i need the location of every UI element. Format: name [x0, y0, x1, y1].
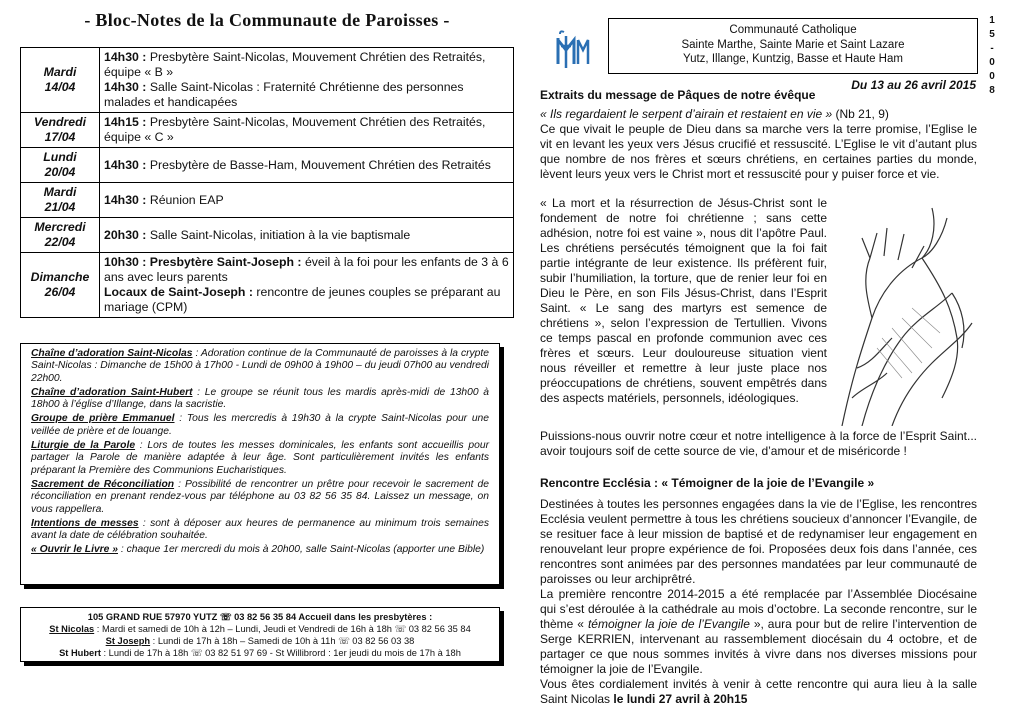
section-heading-ecclesia: Rencontre Ecclésia : « Témoigner de la joie de l’Evangile »: [540, 476, 875, 490]
info-item: Groupe de prière Emmanuel : Tous les mercredis à 19h30 à la crypte Saint-Nicolas pour une veillée de prière et de louange.: [31, 413, 490, 437]
schedule-event: 14h30 : Réunion EAP: [100, 183, 514, 218]
schedule-table: [20, 47, 514, 318]
schedule-day: Lundi 20/04: [21, 148, 100, 183]
info-item: Sacrement de Réconciliation : Possibilité de rencontrer un prêtre pour recevoir le sacrement de réconciliation en prenant rendez-vous par téléphone au 03 82 56 35 84. Laissez un message, on vous rappellera.: [31, 478, 489, 515]
schedule-day: Mercredi 22/04: [21, 218, 100, 253]
contact-address: 105 GRAND RUE 57970 YUTZ ☏ 03 82 56 35 84 Accueil dans les presbytères :: [87, 612, 433, 622]
schedule-event: 14h30 : Presbytère Saint-Nicolas, Mouvement Chrétien des Retraités, équipe « B » 14h30 : Salle Saint-Nicolas : Fraternité Chrétienne des personnes malades et handicapées: [100, 48, 514, 113]
bulletin-title: - Bloc-Notes de la Communaute de Paroisses -: [84, 10, 450, 30]
ecclesia-paragraph-2: La première rencontre 2014-2015 a été remplacée par l’Assemblée Diocésaine qui s’est déroulée à la cathédrale au mois d’octobre. La seconde rencontre, sur le thème « témoigner la joie de l’Evangile », aura pour but de relire l’intervention de Serge KERRIEN, intervenant au rassemblement diocésain du 4 octobre, et de partager ce que nous sommes invités à vivre dans nos diverses missions pour témoigner la joie de l’Evangile.: [540, 587, 977, 676]
schedule-event: 10h30 : Presbytère Saint-Joseph : éveil à la foi pour les enfants de 3 à 6 ans avec leurs parents Locaux de Saint-Joseph : rencontre de jeunes couples se préparant au mariage (CPM): [100, 253, 514, 318]
schedule-row: [21, 253, 514, 318]
info-item: « Ouvrir le Livre » : chaque 1er mercredi du mois à 20h00, salle Saint-Nicolas (apporter une Bible): [31, 544, 485, 556]
easter-paragraph-1: Ce que vivait le peuple de Dieu dans sa marche vers la terre promise, l’Eglise le vit en levant les yeux vers Jésus crucifié et ressuscité. L’Eglise le vit d’autant plus que nombre de nos frères et sœurs chrétiens, en certaines parties du monde, lèvent leurs yeux vers le Christ mort et ressuscité pour y puiser force et vie.: [540, 122, 977, 181]
ecclesia-paragraph-1: Destinées à toutes les personnes engagées dans la vie de l’Eglise, les rencontres Ecclésia veulent permettre à tous les chrétiens soucieux d’annoncer l’Evangile, de se resituer face à leur mission de baptisé et de redynamiser leur engagement en renouvelant leur propre expérience de foi. Proposées deux fois dans l’année, ces rencontres sont animées par des personnes mandatées par leur communauté de paroisses ou leur archiprêtré.: [540, 497, 977, 586]
contact-box: [20, 607, 500, 662]
parish-header: [608, 18, 978, 74]
schedule-event: 14h15 : Presbytère Saint-Nicolas, Mouvement Chrétien des Retraités, équipe « C »: [100, 113, 514, 148]
bible-quote: « Ils regardaient le serpent d’airain et restaient en vie » (Nb 21, 9): [540, 107, 889, 121]
schedule-row: [21, 113, 514, 148]
schedule-row: [21, 183, 514, 218]
ecclesia-paragraph-3: Vous êtes cordialement invités à venir à cette rencontre qui aura lieu à la salle Saint Nicolas le lundi 27 avril à 20h15: [540, 677, 977, 706]
mcm-logo-icon: [552, 26, 592, 72]
info-item: Chaîne d’adoration Saint-Nicolas : Adoration continue de la Communauté de paroisses à la crypte Saint-Nicolas : Dimanche de 15h00 à 17h00 - Lundi de 09h00 à 19h00 – du jeudi 07h00 au vendredi 22h00.: [31, 348, 489, 384]
info-box: [20, 343, 500, 585]
schedule-day: Mardi 21/04: [21, 183, 100, 218]
date-range: Du 13 au 26 avril 2015: [851, 78, 976, 92]
easter-paragraph-3: Puissions-nous ouvrir notre cœur et notre intelligence à la force de l’Esprit Saint... avoir toujours soif de cette source de vie, d’amour et de miséricorde !: [540, 429, 977, 458]
praying-hands-image: [832, 198, 978, 426]
schedule-day: Dimanche 26/04: [21, 253, 100, 318]
contact-st-joseph: St Joseph : Lundi de 17h à 18h – Samedi de 10h à 11h ☏ 03 82 56 03 38: [105, 636, 415, 646]
info-item: Chaîne d’adoration Saint-Hubert : Le groupe se réunit tous les mardis après-midi de 13h00 à 18h00 à l’église d’Illange, dans la sacristie.: [31, 386, 489, 411]
parish-line-1: Communauté Catholique: [729, 24, 857, 36]
contact-st-hubert: St Hubert : Lundi de 17h à 18h ☏ 03 82 51 97 69 - St Willibrord : 1er jeudi du mois de 17h à 18h: [59, 648, 461, 658]
parish-line-3: Yutz, Illange, Kuntzig, Basse et Haute Ham: [683, 53, 903, 65]
contact-st-nicolas: St Nicolas : Mardi et samedi de 10h à 12h – Lundi, Jeudi et Vendredi de 16h à 18h ☏ 03 82 56 35 84: [49, 624, 471, 634]
schedule-day: Vendredi 17/04: [21, 113, 100, 148]
schedule-row: [21, 148, 514, 183]
parish-line-2: Sainte Marthe, Sainte Marie et Saint Lazare: [681, 38, 905, 51]
schedule-day: Mardi 14/04: [21, 48, 100, 113]
schedule-row: [21, 218, 514, 253]
issue-number: 1 5 - 0 0 8: [989, 15, 995, 96]
info-item: Intentions de messes : sont à déposer aux heures de permanence au minimum trois semaines avant la date de célébration souhaitée.: [31, 517, 490, 542]
ecclesia-text: [540, 497, 977, 707]
section-heading-easter: Extraits du message de Pâques de notre évêque: [540, 88, 816, 102]
schedule-event: 14h30 : Presbytère de Basse-Ham, Mouvement Chrétien des Retraités: [100, 148, 514, 183]
schedule-row: [21, 48, 514, 113]
schedule-event: 20h30 : Salle Saint-Nicolas, initiation à la vie baptismale: [100, 218, 514, 253]
info-item: Liturgie de la Parole : Lors de toutes les messes dominicales, les enfants sont accueillis pour partager la Parole de manière adaptée à leur âge. Sont particulièrement invités les enfants préparant la Première des Communions Eucharistiques.: [31, 440, 489, 476]
easter-paragraph-2: « La mort et la résurrection de Jésus-Christ sont le fondement de notre foi chrétienne ; sans cette adhésion, notre foi est vaine », nous dit l’apôtre Paul. Les chrétiens persécutés témoignent que la foi fait partie intégrante de leur existence. Ils préfèrent fuir, subir l’humiliation, la torture, que de renier leur foi en Dieu le Père, en son Fils Jésus-Christ, dans l’Esprit Saint. « Le sang des martyrs est semence de chrétiens », selon l’expression de Tertullien. Vivons ce temps pascal en profonde communion avec ces frères et sœurs. Leur douloureuse situation vient nous réveiller et remettre à leur juste place nos préoccupations de chrétiens, souvent empêtrés dans des aspects matériels, personnels, idéologiques.: [540, 196, 827, 405]
